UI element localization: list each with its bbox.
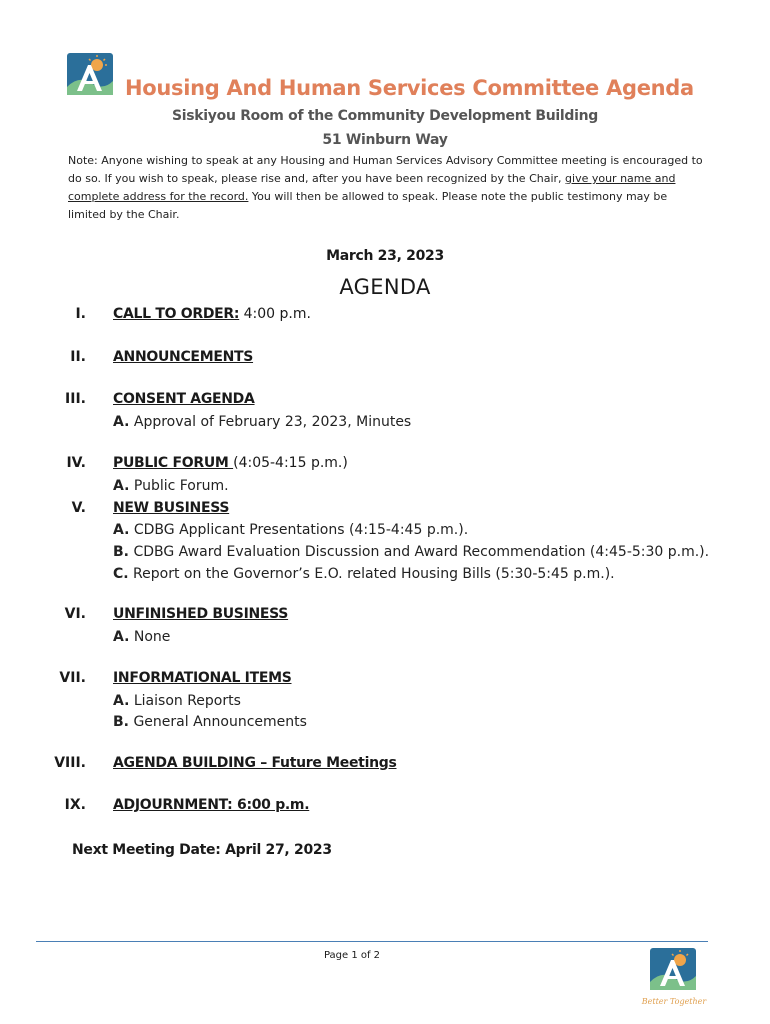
underlined-instruction: give your name and complete address for the record. [68,172,676,203]
agenda-subitem: A. CDBG Applicant Presentations (4:15-4:45 p.m.). [113,522,469,538]
meeting-address: 51 Winburn Way [322,132,448,148]
meeting-location: Siskiyou Room of the Community Development Building [171,108,599,124]
agenda-subitem: B. General Announcements [113,714,307,730]
agenda-heading: AGENDA [339,275,431,299]
next-meeting-date: Next Meeting Date: April 27, 2023 [72,842,332,858]
agenda-subitem: A. Approval of February 23, 2023, Minutes [113,414,412,430]
agenda-subitem: A. None [113,629,171,645]
page-number: Page 1 of 2 [323,950,381,961]
city-logo-icon [67,53,113,95]
footer-logo-icon [641,948,707,1008]
agenda-subitem: A. Public Forum. [113,478,229,494]
agenda-subitem: B. CDBG Award Evaluation Discussion and Award Recommendation (4:45-5:30 p.m.). [113,544,710,560]
page-title: Housing And Human Services Committee Agenda [125,76,694,100]
speaker-note: Note: Anyone wishing to speak at any Housing and Human Services Advisory Committee meeting is encouraged to do so. If you wish to speak, please rise and, after you have been recognized by the Chair, give your name and complete address for the record. You will then be allowed to speak. Please note the public testimony may be limited by the Chair. [68,154,703,221]
meeting-date: March 23, 2023 [326,248,444,264]
agenda-subitem: A. Liaison Reports [113,693,241,709]
agenda-subitem: C. Report on the Governor’s E.O. related Housing Bills (5:30-5:45 p.m.). [113,566,615,582]
footer-tagline: Better Together [641,997,707,1006]
footer-divider [36,941,708,942]
